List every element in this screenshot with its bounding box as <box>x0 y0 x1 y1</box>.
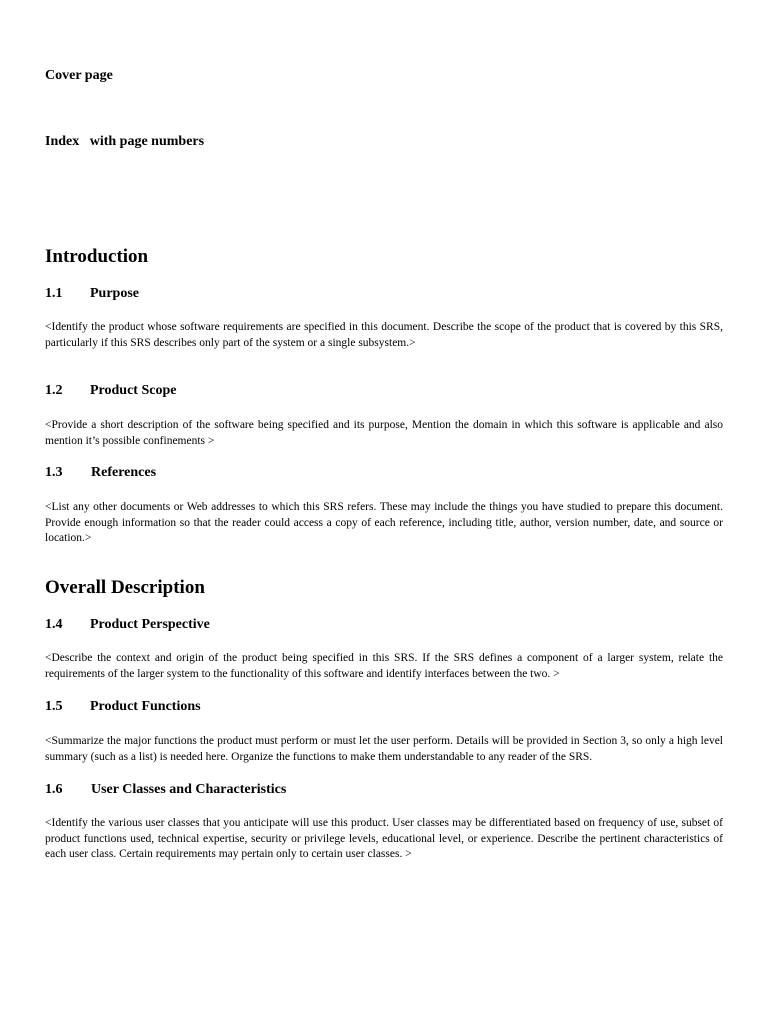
paragraph-references: <List any other documents or Web addresses to which this SRS refers. These may include the things you have studied to prepare this document. Provide enough information so that the reader could access a copy of each reference, including title, author, version number, date, and source or location.> <box>45 501 723 544</box>
index-label: Index with page numbers <box>45 134 205 149</box>
paragraph-user-classes: <Identify the various user classes that you anticipate will use this product. User classes may be differentiated based on frequency of use, subset of product functions used, technical expertise, security or privilege levels, educational level, or experience. Describe the pertinent characteristics of each user class. Certain requirements may pertain only to certain user classes. > <box>45 817 723 860</box>
heading-number: 1.3 <box>45 465 63 480</box>
heading-product-functions <box>45 699 201 715</box>
heading-title: Product Perspective <box>90 617 210 632</box>
heading-title: Purpose <box>90 286 139 301</box>
heading-number: 1.1 <box>45 286 63 301</box>
heading-purpose <box>45 286 139 302</box>
heading-title: References <box>91 465 157 480</box>
paragraph-product-perspective: <Describe the context and origin of the product being specified in this SRS. If the SRS defines a component of a larger system, relate the requirements of the larger system to the functionality of this software and identify interfaces between the two. > <box>45 652 723 680</box>
cover-page-label: Cover page <box>45 68 113 83</box>
heading-title: Product Functions <box>90 699 201 714</box>
heading-number: 1.5 <box>45 699 63 714</box>
section-title-overall-description: Overall Description <box>45 577 205 598</box>
heading-product-scope <box>45 383 176 399</box>
heading-title: User Classes and Characteristics <box>91 782 287 797</box>
paragraph-product-scope: <Provide a short description of the software being specified and its purpose, Mention the domain in which this software is applicable and also mention it’s possible confinements > <box>45 419 723 447</box>
heading-product-perspective <box>45 617 210 633</box>
heading-number: 1.6 <box>45 782 63 797</box>
heading-number: 1.4 <box>45 617 63 632</box>
heading-title: Product Scope <box>90 383 177 398</box>
heading-number: 1.2 <box>45 383 63 398</box>
heading-references <box>45 465 156 481</box>
paragraph-purpose: <Identify the product whose software requirements are specified in this document. Describe the scope of the product that is covered by this SRS, particularly if this SRS describes only part of the system or a single subsystem.> <box>45 321 723 349</box>
heading-user-classes <box>45 782 286 798</box>
paragraph-product-functions: <Summarize the major functions the product must perform or must let the user perform. Details will be provided in Section 3, so only a high level summary (such as a list) is needed here. Organize the functions to make them understandable to any reader of the SRS. <box>45 735 723 763</box>
section-title-introduction: Introduction <box>45 246 149 267</box>
